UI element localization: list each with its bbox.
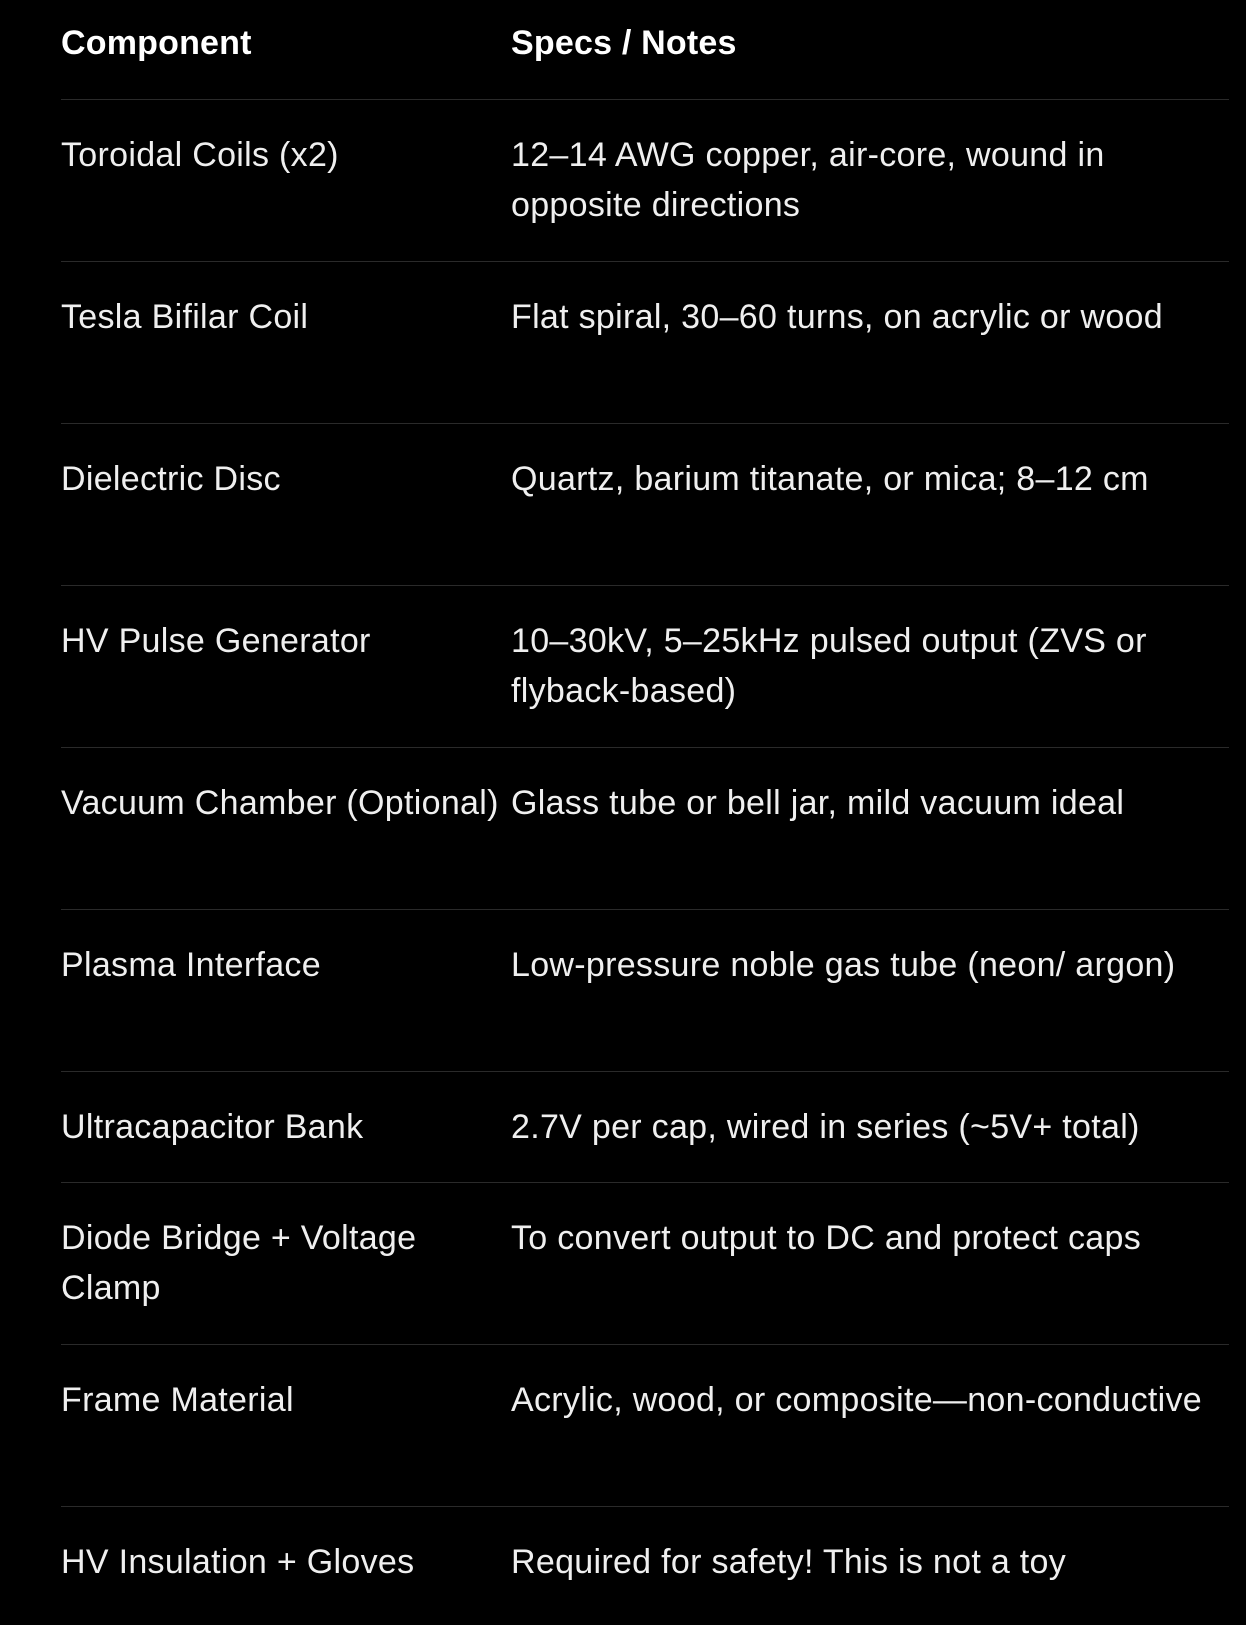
specs-cell: Quartz, barium titanate, or mica; 8–12 cm: [511, 460, 1149, 498]
component-cell: HV Insulation + Gloves: [61, 1543, 415, 1581]
specs-cell: Glass tube or bell jar, mild vacuum ideal: [511, 784, 1125, 822]
table-row: [61, 748, 1229, 910]
specs-cell: 10–30kV, 5–25kHz pulsed output (ZVS or flyback-based): [511, 622, 1147, 710]
table-row: [61, 910, 1229, 1072]
component-cell: Dielectric Disc: [61, 460, 281, 498]
component-cell: Ultracapacitor Bank: [61, 1108, 364, 1146]
specs-cell: Acrylic, wood, or composite—non-conductive: [511, 1381, 1203, 1419]
specs-cell: Low-pressure noble gas tube (neon/ argon): [511, 946, 1176, 984]
column-header-component: Component: [61, 24, 252, 62]
table-row: [61, 1183, 1229, 1345]
table-row: [61, 1072, 1229, 1183]
table-row: [61, 586, 1229, 748]
component-cell: Toroidal Coils (x2): [61, 136, 339, 174]
specs-cell: 2.7V per cap, wired in series (~5V+ total): [511, 1108, 1140, 1146]
component-cell: Plasma Interface: [61, 946, 321, 984]
specs-cell: To convert output to DC and protect caps: [511, 1219, 1142, 1257]
table-row: [61, 1345, 1229, 1507]
components-table: [61, 0, 1229, 1618]
component-cell: HV Pulse Generator: [61, 622, 371, 660]
component-cell: Frame Material: [61, 1381, 294, 1419]
component-cell: Vacuum Chamber (Optional): [61, 784, 499, 822]
table-row: [61, 1507, 1229, 1618]
table-row: [61, 424, 1229, 586]
component-cell: Tesla Bifilar Coil: [61, 298, 309, 336]
component-cell: Diode Bridge + Voltage Clamp: [61, 1219, 417, 1307]
specs-cell: Flat spiral, 30–60 turns, on acrylic or wood: [511, 298, 1163, 336]
table-header: [61, 0, 1229, 100]
column-header-specs: Specs / Notes: [511, 24, 737, 62]
table-row: [61, 100, 1229, 262]
specs-cell: Required for safety! This is not a toy: [511, 1543, 1067, 1581]
specs-cell: 12–14 AWG copper, air-core, wound in opposite directions: [511, 136, 1105, 224]
table-row: [61, 262, 1229, 424]
